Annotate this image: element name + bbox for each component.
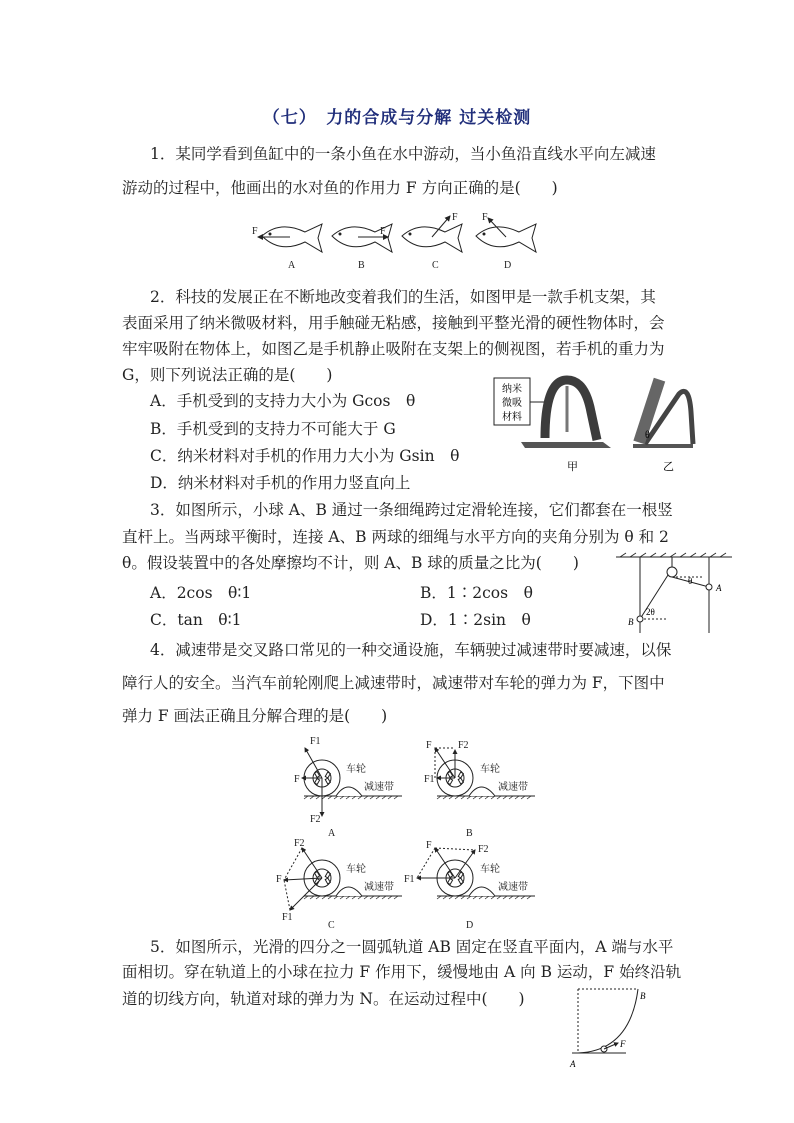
q5-line-1: 5．如图所示，光滑的四分之一圆弧轨道 AB 固定在竖直平面内，A 端与水平 — [150, 938, 674, 956]
fish-figure — [250, 210, 550, 272]
label-b: B — [640, 991, 646, 1001]
fish-b-label: B — [358, 260, 365, 271]
c-bump-label: 减速带 — [364, 882, 394, 893]
q3-line-1: 3．如图所示，小球 A、B 通过一条细绳跨过定滑轮连接，它们都套在一根竖 — [150, 501, 673, 519]
page-title: （七） 力的合成与分解 过关检测 — [262, 108, 532, 128]
fish-a — [258, 224, 322, 252]
arc-track-figure — [566, 985, 666, 1073]
d-f-label: F — [426, 840, 432, 851]
d-f2-label: F2 — [478, 844, 489, 855]
d-bump-label: 减速带 — [498, 882, 528, 893]
d-wheel-label: 车轮 — [480, 864, 500, 875]
q2-option-a: A．手机受到的支持力大小为 Gcos θ — [150, 392, 416, 410]
fish-d-label: D — [504, 260, 512, 271]
q1-line-1: 1．某同学看到鱼缸中的一条小鱼在水中游动，当小鱼沿直线水平向左减速 — [150, 145, 656, 163]
a-f-label: F — [294, 774, 300, 785]
q3-line-3: θ。假设装置中的各处摩擦均不计，则 A、B 球的质量之比为( ) — [122, 554, 579, 572]
q2-line-2: 表面采用了纳米微吸材料，用手触碰无粘感，接触到平整光滑的硬性物体时，会 — [122, 314, 665, 332]
q2-line-3: 牢牢吸附在物体上，如图乙是手机静止吸附在支架上的侧视图，若手机的重力为 — [122, 340, 665, 358]
q5-line-3: 道的切线方向，轨道对球的弹力为 N。在运动过程中( ) — [122, 990, 525, 1008]
q3-option-b: B．1∶2cos θ — [420, 584, 533, 602]
a-f2-label: F2 — [310, 814, 321, 825]
b-bump-label: 减速带 — [498, 782, 528, 793]
fish-c-label: C — [432, 260, 439, 271]
q3-option-d: D．1∶2sin θ — [420, 611, 531, 629]
label-f: F — [620, 1039, 626, 1049]
q2-line-4: G，则下列说法正确的是( ) — [122, 366, 333, 384]
b-f1-label: F1 — [424, 774, 435, 785]
q4-line-2: 障行人的安全。当汽车前轮刚爬上减速带时，减速带对车轮的弹力为 F，下图中 — [122, 674, 665, 692]
figure-yi-label: 乙 — [663, 461, 674, 473]
q3-option-c: C．tan θ∶1 — [150, 611, 242, 629]
quarter-arc-track — [578, 989, 638, 1053]
pulley-figure — [616, 553, 732, 635]
label-a: A — [570, 1059, 576, 1069]
q2-line-1: 2．科技的发展正在不断地改变着我们的生活，如图甲是一款手机支架，其 — [150, 288, 656, 306]
c-f2-label: F2 — [294, 838, 305, 849]
q2-option-c: C．纳米材料对手机的作用力大小为 Gsin θ — [150, 447, 460, 465]
material-label-1: 纳米 — [502, 384, 522, 395]
figure-jia-label: 甲 — [567, 461, 578, 473]
fish-a-force-label: F — [252, 226, 258, 237]
theta-label: θ — [688, 576, 693, 586]
b-f2-label: F2 — [458, 740, 469, 751]
wheel-figure — [276, 732, 540, 931]
material-label-3: 材料 — [502, 412, 522, 423]
b-f-label: F — [426, 740, 432, 751]
q3-line-2: 直杆上。当两球平衡时，连接 A、B 两球的细绳与水平方向的夹角分别为 θ 和 2 — [122, 528, 669, 546]
q4-line-3: 弹力 F 画法正确且分解合理的是( ) — [122, 707, 388, 725]
q1-line-2: 游动的过程中，他画出的水对鱼的作用力 F 方向正确的是( ) — [122, 179, 558, 197]
label-b: B — [628, 617, 634, 627]
q2-option-b: B．手机受到的支持力不可能大于 G — [150, 420, 396, 438]
label-a: A — [328, 828, 336, 839]
d-f1-label: F1 — [404, 874, 415, 885]
fish-d — [476, 218, 536, 252]
fish-a-label: A — [288, 260, 296, 271]
theta-label: θ — [645, 430, 650, 441]
label-b: B — [466, 828, 473, 839]
fish-c-force-label: F — [452, 212, 458, 223]
b-wheel-label: 车轮 — [480, 764, 500, 775]
label-d: D — [466, 920, 474, 931]
label-c: C — [328, 920, 335, 931]
fish-b-force-label: F — [380, 226, 386, 237]
ball-a — [706, 584, 712, 590]
a-wheel-label: 车轮 — [346, 764, 366, 775]
a-f1-label: F1 — [310, 736, 321, 747]
phone-stand-figure — [493, 372, 708, 478]
c-f-label: F — [276, 874, 282, 885]
label-a: A — [716, 583, 722, 593]
pulley — [667, 567, 677, 577]
c-f1-label: F1 — [282, 912, 293, 923]
fish-d-force-label: F — [482, 212, 488, 223]
a-bump-label: 减速带 — [364, 782, 394, 793]
ball-b — [637, 616, 643, 622]
material-label-2: 微吸 — [502, 398, 522, 409]
q2-option-d: D．纳米材料对手机的作用力竖直向上 — [150, 474, 411, 492]
q4-line-1: 4．减速带是交叉路口常见的一种交通设施，车辆驶过减速带时要减速，以保 — [150, 641, 672, 659]
two-theta-label: 2θ — [646, 607, 655, 617]
phone-stand-yi — [633, 378, 693, 446]
c-wheel-label: 车轮 — [346, 864, 366, 875]
phone-stand-jia — [521, 380, 611, 448]
q3-option-a: A．2cos θ∶1 — [150, 584, 252, 602]
q5-line-2: 面相切。穿在轨道上的小球在拉力 F 作用下，缓慢地由 A 向 B 运动，F 始终沿轨 — [122, 963, 682, 981]
